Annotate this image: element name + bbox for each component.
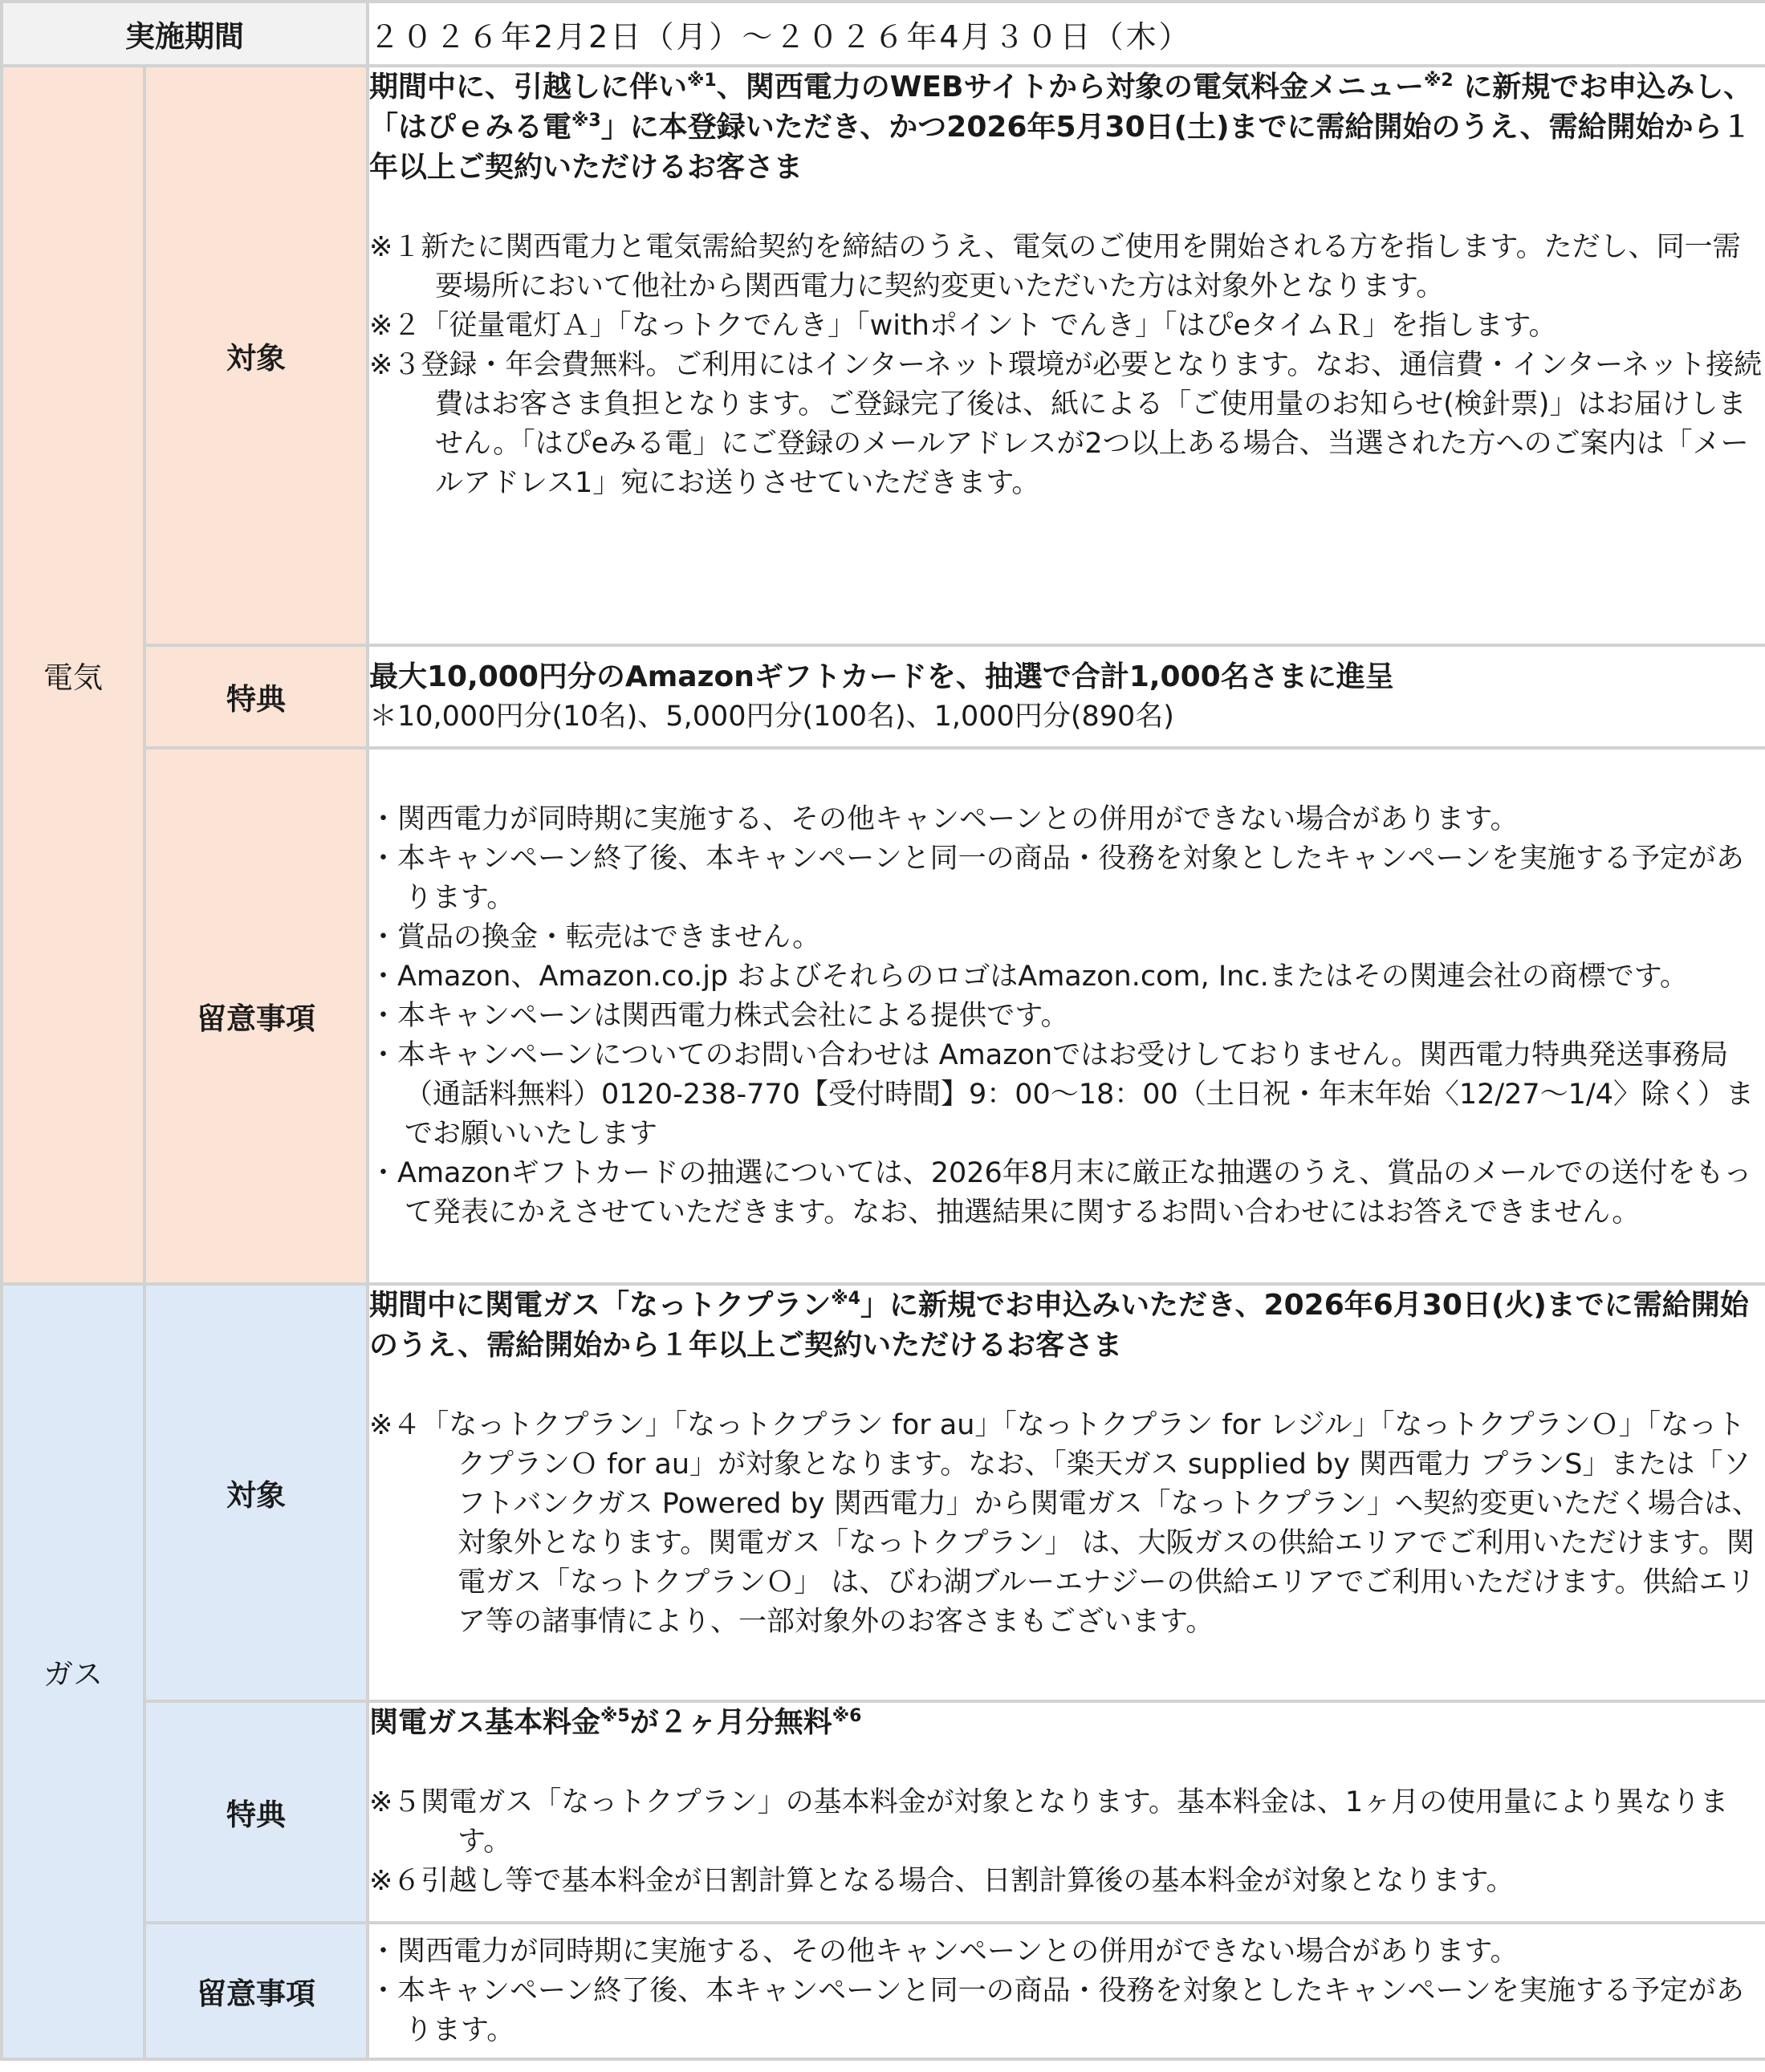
gas-target-content	[368, 1284, 1765, 1701]
period-label: 実施期間	[2, 2, 368, 66]
electric-notes-item: ・Amazon、Amazon.co.jp およびそれらのロゴはAmazon.com, Inc.またはその関連会社の商標です。	[369, 960, 1688, 993]
electric-target-label: 対象	[144, 66, 368, 645]
electric-notes-item: ・Amazonギフトカードの抽選については、2026年8月末に厳正な抽選のうえ、賞品のメールでの送付をもって発表にかえさせていただきます。なお、抽選結果に関するお問い合わせにはお答えできません。	[369, 1156, 1752, 1229]
electric-benefit-lead: 最大10,000円分のAmazonギフトカードを、抽選で合計1,000名さまに進呈	[369, 660, 1394, 693]
service-gas: ガス	[2, 1284, 144, 2059]
electric-notes-item: ・賞品の換金・転売はできません。	[369, 920, 821, 953]
electric-notes-item: ・関西電力が同時期に実施する、その他キャンペーンとの併用ができない場合があります。	[369, 802, 1519, 835]
gas-target-lead: 期間中に関電ガス「なっトクプラン$^{※4}$」に新規でお申込みいただき、2026年6月30日(火)までに需給開始のうえ、需給開始から１年以上ご契約いただけるお客さま	[369, 1289, 1749, 1362]
electric-target-row	[2, 66, 1765, 645]
gas-benefit-content	[368, 1701, 1765, 1923]
gas-benefit-note-5: ※５関電ガス「なっトクプラン」の基本料金が対象となります。基本料金は、1ヶ月の使用量により異なります。	[369, 1786, 1729, 1858]
electric-notes-content	[368, 748, 1765, 1284]
electric-notes-item: ・本キャンペーンについてのお問い合わせは Amazonではお受けしておりません。関西電力特典発送事務局（通話料無料）0120-238-770【受付時間】9：00～18：00（土日祝・年末年始〈12/27～1/4〉除く）までお願いいたします	[369, 1038, 1755, 1150]
gas-notes-label: 留意事項	[144, 1923, 368, 2059]
electric-target-note-1: ※１新たに関西電力と電気需給契約を締結のうえ、電気のご使用を開始される方を指します。ただし、同一需要場所において他社から関西電力に契約変更いただいた方は対象外となります。	[369, 231, 1741, 303]
gas-target-label: 対象	[144, 1284, 368, 1701]
gas-target-row	[2, 1284, 1765, 1701]
gas-benefit-row	[2, 1701, 1765, 1923]
electric-benefit-row	[2, 645, 1765, 748]
electric-notes-item: ・本キャンペーンは関西電力株式会社による提供です。	[369, 999, 1069, 1032]
electric-benefit-label: 特典	[144, 645, 368, 748]
electric-notes-label: 留意事項	[144, 748, 368, 1284]
gas-benefit-lead: 関電ガス基本料金$^{※5}$が２ヶ月分無料$^{※6}$	[369, 1706, 862, 1739]
gas-notes-item: ・本キャンペーン終了後、本キャンペーンと同一の商品・役務を対象としたキャンペーンを実施する予定があります。	[369, 1974, 1744, 2046]
gas-target-note: ※４「なっトクプラン」「なっトクプラン for au」「なっトクプラン for レジル」「なっトクプランＯ」「なっトクプランＯ for au」が対象となります。なお、「楽天ガス supplied by 関西電力 プランS」または「ソフトバンクガス Powered by 関西電力」から関電ガス「なっトクプラン」へ契約変更いただく場合は、対象外となります。関電ガス「なっトクプラン」 は、大阪ガスの供給エリアでご利用いただけます。関電ガス「なっトクプランＯ」 は、びわ湖ブルーエナジーの供給エリアでご利用いただけます。供給エリア等の諸事情により、一部対象外のお客さまもございます。	[369, 1409, 1761, 1638]
gas-benefit-note-6: ※６引越し等で基本料金が日割計算となる場合、日割計算後の基本料金が対象となります。	[369, 1865, 1515, 1897]
electric-notes-row	[2, 748, 1765, 1284]
gas-notes-row	[2, 1923, 1765, 2059]
electric-benefit-detail: ＊10,000円分(10名)、5,000円分(100名)、1,000円分(890名)	[369, 700, 1174, 733]
service-electric: 電気	[2, 66, 144, 1284]
electric-target-lead: 期間中に、引越しに伴い$^{※1}$、関西電力のWEBサイトから対象の電気料金メニュー$^{※2}$ に新規でお申込みし、「はぴｅみる電$^{※3}$」に本登録いただき、かつ2026年5月30日(土)までに需給開始のうえ、需給開始から１年以上ご契約いただけるお客さま	[369, 71, 1753, 184]
electric-target-content	[368, 66, 1765, 645]
gas-benefit-label: 特典	[144, 1701, 368, 1923]
period-value: ２０２６年2月2日（月）～２０２６年4月３０日（木）	[368, 2, 1765, 66]
electric-target-note-2: ※２「従量電灯Ａ」「なっトクでんき」「withポイント でんき」「はぴeタイムＲ」を指します。	[369, 310, 1557, 342]
electric-target-note-3: ※３登録・年会費無料。ご利用にはインターネット環境が必要となります。なお、通信費・インターネット接続費はお客さま負担となります。ご登録完了後は、紙による「ご使用量のお知らせ(検針票)」はお届けしません。「はぴeみる電」にご登録のメールアドレスが2つ以上ある場合、当選された方へのご案内は「メールアドレス1」宛にお送りさせていただきます。	[369, 349, 1763, 499]
period-row	[2, 2, 1765, 66]
electric-benefit-content	[368, 645, 1765, 748]
gas-notes-item: ・関西電力が同時期に実施する、その他キャンペーンとの併用ができない場合があります。	[369, 1935, 1519, 1968]
electric-notes-item: ・本キャンペーン終了後、本キャンペーンと同一の商品・役務を対象としたキャンペーンを実施する予定があります。	[369, 842, 1744, 914]
gas-notes-content	[368, 1923, 1765, 2059]
